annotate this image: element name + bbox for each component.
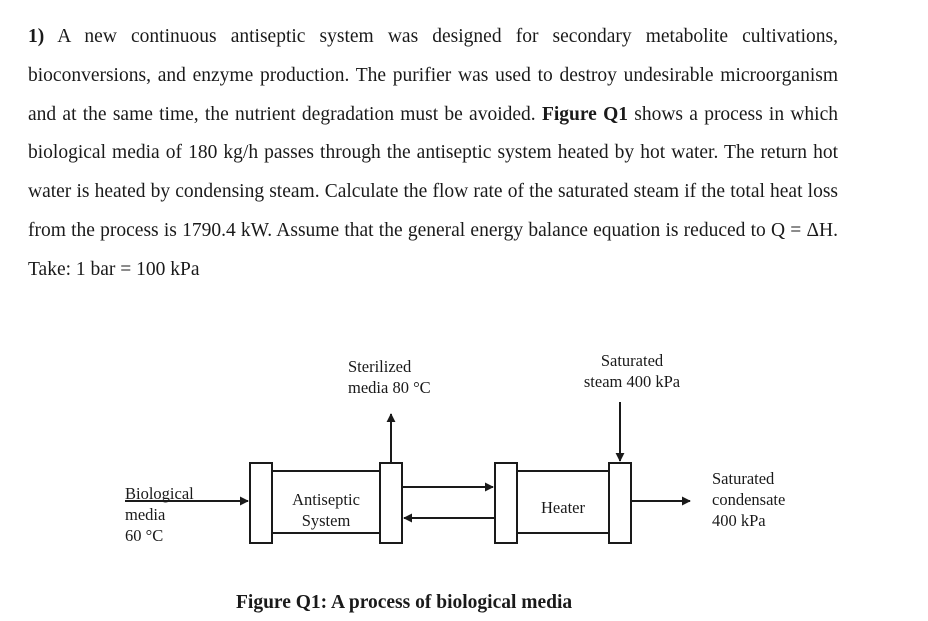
figure-caption: Figure Q1: A process of biological media — [236, 592, 573, 613]
sterilized-media-label: Sterilized media 80 °C — [348, 357, 431, 397]
heater-right-plate — [609, 463, 631, 543]
heater-left-plate — [495, 463, 517, 543]
question-body: shows a process in which biological media of 180 kg/h passes through the antiseptic system heated by hot water. The return hot water is heated by condensing steam. Calculate the flow rate of the saturated steam if the total heat loss from the process is 1790.4 kW. Assume that the general energy balance equation is reduced to Q = ΔH. Take: 1 bar = 100 kPa — [28, 103, 839, 280]
heater-label: Heater — [541, 498, 585, 517]
biological-media-label: Biological media 60 °C — [125, 484, 194, 545]
figure-reference: Figure Q1 — [541, 103, 628, 125]
question-text — [28, 18, 838, 290]
saturated-steam-label: Saturated steam 400 kPa — [583, 351, 681, 391]
antiseptic-system-label: Antiseptic System — [292, 490, 360, 530]
question-number: 1) — [28, 26, 45, 47]
antiseptic-left-plate — [250, 463, 272, 543]
saturated-condensate-label: Saturated condensate 400 kPa — [712, 469, 786, 530]
process-diagram — [0, 330, 928, 621]
process-flow-lines — [0, 330, 928, 621]
antiseptic-right-plate — [380, 463, 402, 543]
question-intro: A new continuous antiseptic system was designed for secondary metabolite cultivations, bioconversions, and enzyme production. The purifier was used to destroy undesirable microorganism and at the same time, the nutrient degradation must be avoided. — [28, 26, 838, 125]
